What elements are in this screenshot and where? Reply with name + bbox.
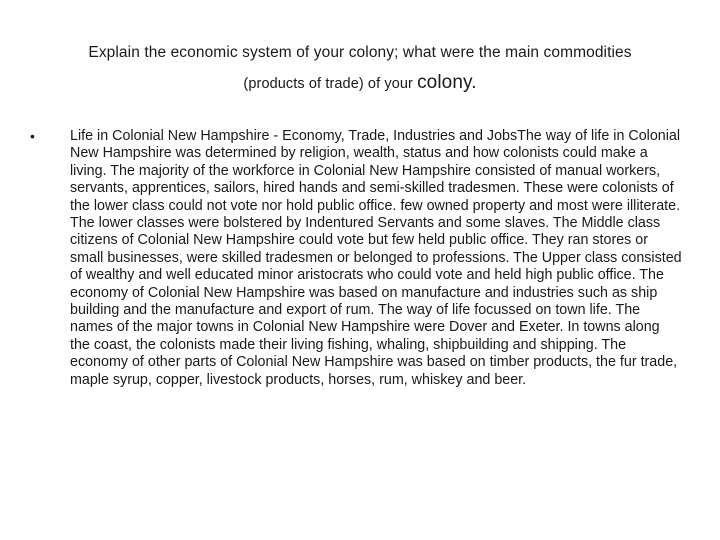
- bullet-marker: •: [30, 128, 35, 144]
- slide-title: [40, 38, 680, 99]
- title-line-2-prefix: (products of trade) of your: [243, 76, 418, 92]
- title-line-2-emphasis: colony.: [417, 72, 477, 93]
- title-line-1: Explain the economic system of your colony; what were the main commodities: [88, 44, 632, 61]
- bullet-text: Life in Colonial New Hampshire - Economy, Trade, Industries and JobsThe way of life in Colonial New Hampshire was determined by religion, wealth, status and how colonists could make a living. The majority of the workforce in Colonial New Hampshire consisted of manual workers, servants, apprentices, sailors, hired hands and semi-skilled tradesmen. These were colonists of the lower class could not vote nor hold public office. few owned property and most were illiterate. The lower classes were bolstered by Indentured Servants and some slaves. The Middle class citizens of Colonial New Hampshire could vote but few held public office. They ran stores or small businesses, were skilled tradesmen or belonged to professions. The Upper class consisted of wealthy and well educated minor aristocrats who could vote and held high public office. The economy of Colonial New Hampshire was based on manufacture and industries such as ship building and the manufacture and export of rum. The way of life focussed on town life. The names of the major towns in Colonial New Hampshire were Dover and Exeter. In towns along the coast, the colonists made their living fishing, whaling, shipbuilding and shipping. The economy of other parts of Colonial New Hampshire was based on timber products, the fur trade, maple syrup, copper, livestock products, horses, rum, whiskey and beer.: [70, 128, 682, 388]
- title-line-2: [40, 68, 680, 99]
